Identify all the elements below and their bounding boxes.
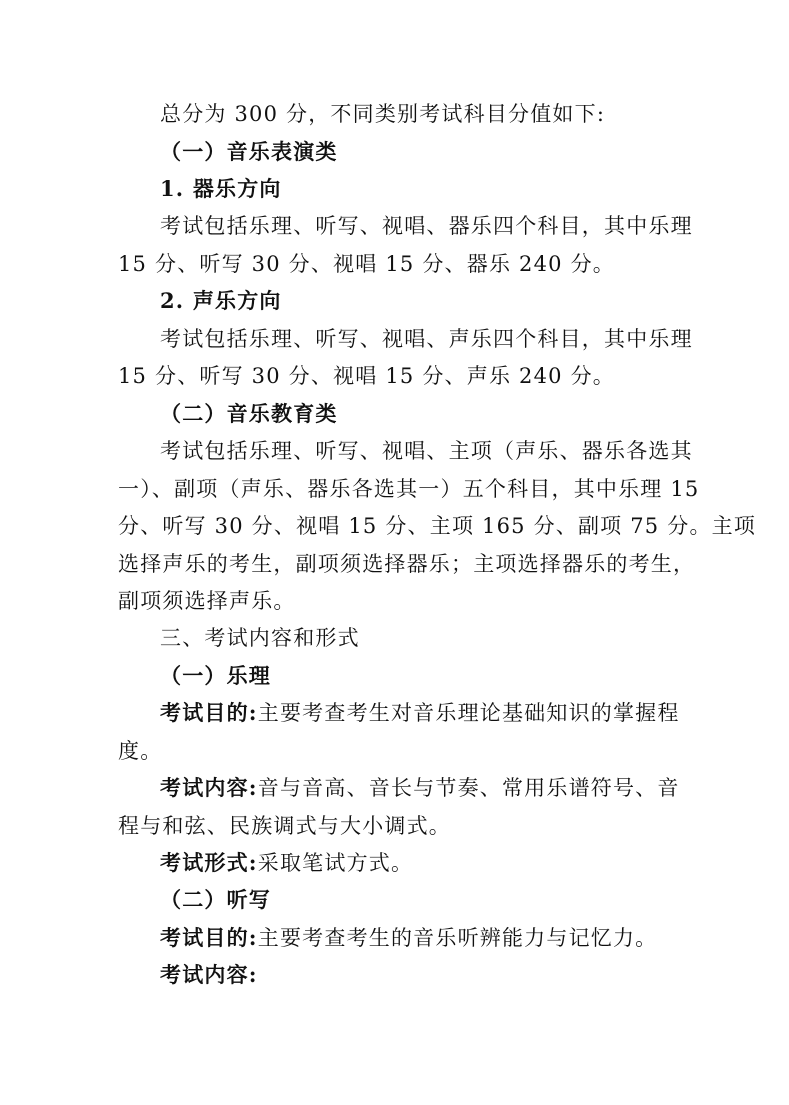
paragraph-line [160,924,657,952]
paragraph-line [160,774,680,802]
field-label: 考试内容: [160,962,258,987]
field-label: 考试目的: [160,700,258,725]
field-text: 采取笔试方式。 [257,851,414,875]
subsection-heading: （一）乐理 [160,663,271,688]
field-label: 考试内容: [160,775,258,800]
paragraph-line: 程与和弦、民族调式与大小调式。 [118,814,451,838]
paragraph-line: 副项须选择声乐。 [118,589,296,613]
field-label: 考试目的: [160,925,258,950]
subsection-heading: （二）音乐教育类 [160,401,338,426]
subsection-heading: 1. 器乐方向 [160,176,282,201]
paragraph-line: 考试包括乐理、听写、视唱、主项（声乐、器乐各选其 [160,439,693,463]
field-text: 音与音高、音长与节奏、常用乐谱符号、音 [257,776,680,800]
paragraph-line [160,699,680,727]
subsection-heading: （一）音乐表演类 [160,139,338,164]
paragraph-line: 分、听写 30 分、视唱 15 分、主项 165 分、副项 75 分。主项 [118,514,757,538]
paragraph-line: 考试包括乐理、听写、视唱、声乐四个科目，其中乐理 [160,327,693,351]
paragraph-line [160,849,413,877]
field-label: 考试形式: [160,850,258,875]
paragraph-line: 度。 [118,739,163,763]
subsection-heading: 2. 声乐方向 [160,288,282,313]
paragraph-line: 选择声乐的考生，副项须选择器乐；主项选择器乐的考生， [118,552,696,576]
paragraph-line: 总分为 300 分，不同类别考试科目分值如下: [160,102,606,126]
section-heading: 三、考试内容和形式 [160,626,360,650]
field-text: 主要考查考生对音乐理论基础知识的掌握程 [257,701,680,725]
subsection-heading: （二）听写 [160,887,271,912]
paragraph-line: 考试包括乐理、听写、视唱、器乐四个科目，其中乐理 [160,214,693,238]
paragraph-line: 一）、副项（声乐、器乐各选其一）五个科目，其中乐理 15 [118,477,700,501]
paragraph-line: 15 分、听写 30 分、视唱 15 分、声乐 240 分。 [118,364,615,388]
field-text: 主要考查考生的音乐听辨能力与记忆力。 [257,926,658,950]
paragraph-line: 15 分、听写 30 分、视唱 15 分、器乐 240 分。 [118,252,615,276]
